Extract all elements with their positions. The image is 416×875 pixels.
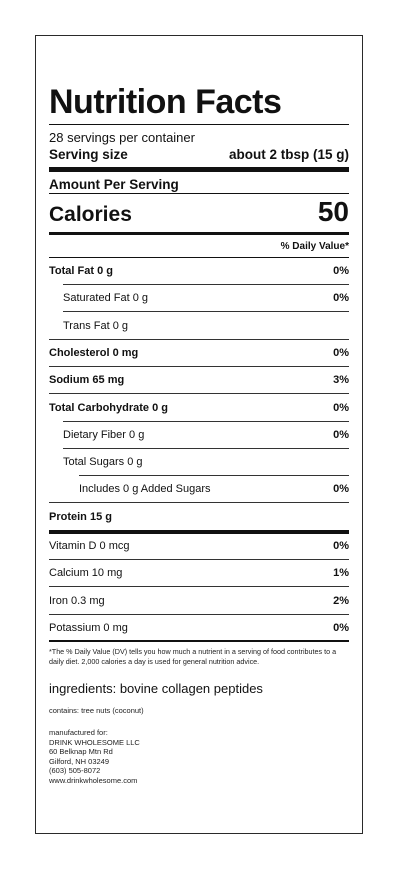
- nutrient-name: Sodium 65 mg: [49, 374, 125, 387]
- divider: [49, 124, 349, 125]
- vitamin-row: [49, 588, 349, 615]
- calories-value: 50: [317, 196, 349, 227]
- ingredients-text: ingredients: bovine collagen peptides: [49, 681, 263, 696]
- nutrient-row: [49, 340, 349, 367]
- manufacturer-line: www.drinkwholesome.com: [49, 775, 138, 785]
- nutrient-row: [49, 313, 349, 340]
- daily-value-percent: 1%: [333, 567, 349, 580]
- nutrition-label: [35, 35, 363, 834]
- nutrient-name: Protein 15 g: [49, 510, 112, 523]
- nutrient-row: [49, 504, 349, 531]
- medium-divider: [49, 232, 349, 235]
- label-title: Nutrition Facts: [49, 83, 282, 121]
- nutrient-name: Total Fat 0 g: [49, 265, 113, 277]
- amount-per-serving: Amount Per Serving: [49, 177, 179, 192]
- nutrient-row: [49, 476, 349, 503]
- nutrient-name: Iron 0.3 mg: [49, 594, 105, 607]
- manufacturer-line: Gilford, NH 03249: [49, 756, 110, 766]
- label-content: [49, 36, 349, 833]
- nutrient-row: [49, 449, 349, 476]
- manufacturer-line: 60 Belknap Mtn Rd: [49, 747, 113, 757]
- divider: [49, 193, 349, 194]
- nutrient-row: [49, 258, 349, 285]
- manufacturer-line: manufactured for:: [49, 728, 108, 737]
- nutrient-row: [49, 395, 349, 422]
- serving-size-label: Serving size: [49, 147, 128, 162]
- manufacturer-line: DRINK WHOLESOME LLC: [49, 737, 140, 747]
- calories-label: Calories: [49, 203, 132, 226]
- nutrient-row: [49, 422, 349, 449]
- nutrient-row: [49, 285, 349, 312]
- nutrient-name: Total Sugars 0 g: [63, 456, 143, 469]
- nutrient-name: Trans Fat 0 g: [63, 319, 129, 332]
- nutrient-name: Calcium 10 mg: [49, 567, 123, 580]
- nutrient-row: [49, 367, 349, 394]
- nutrient-name: Total Carbohydrate 0 g: [49, 401, 168, 414]
- vitamin-row: [49, 560, 349, 587]
- daily-value-percent: 0%: [333, 428, 349, 441]
- manufacturer-line: (603) 505-8072: [49, 766, 101, 776]
- vitamin-row: [49, 533, 349, 560]
- nutrient-name: Dietary Fiber 0 g: [63, 428, 145, 441]
- daily-value-header: % Daily Value*: [280, 241, 349, 252]
- daily-value-percent: 0%: [333, 346, 349, 359]
- daily-value-footnote: *The % Daily Value (DV) tells you how much a nutrient in a serving of food contributes to a daily diet. 2,000 calories a day is used for general nutrition advice.: [49, 647, 337, 666]
- daily-value-percent: 0%: [333, 265, 349, 277]
- allergen-statement: contains: tree nuts (coconut): [49, 706, 144, 715]
- daily-value-percent: 0%: [333, 621, 349, 634]
- manufacturer-info: [49, 728, 140, 786]
- nutrient-name: Potassium 0 mg: [49, 621, 128, 634]
- daily-value-percent: 0%: [333, 292, 349, 305]
- nutrient-name: Vitamin D 0 mcg: [49, 540, 130, 552]
- servings-per-container: 28 servings per container: [49, 130, 195, 145]
- medium-divider: [49, 640, 349, 642]
- nutrient-name: Cholesterol 0 mg: [49, 346, 139, 359]
- nutrient-name: Saturated Fat 0 g: [63, 292, 148, 305]
- serving-size-value: about 2 tbsp (15 g): [228, 147, 349, 162]
- daily-value-percent: 3%: [333, 374, 349, 387]
- daily-value-percent: 0%: [333, 483, 349, 496]
- daily-value-percent: 0%: [333, 401, 349, 414]
- nutrient-name: Includes 0 g Added Sugars: [79, 483, 211, 496]
- thick-divider: [49, 167, 349, 172]
- daily-value-percent: 2%: [333, 594, 349, 607]
- vitamin-row: [49, 615, 349, 642]
- daily-value-percent: 0%: [333, 540, 349, 552]
